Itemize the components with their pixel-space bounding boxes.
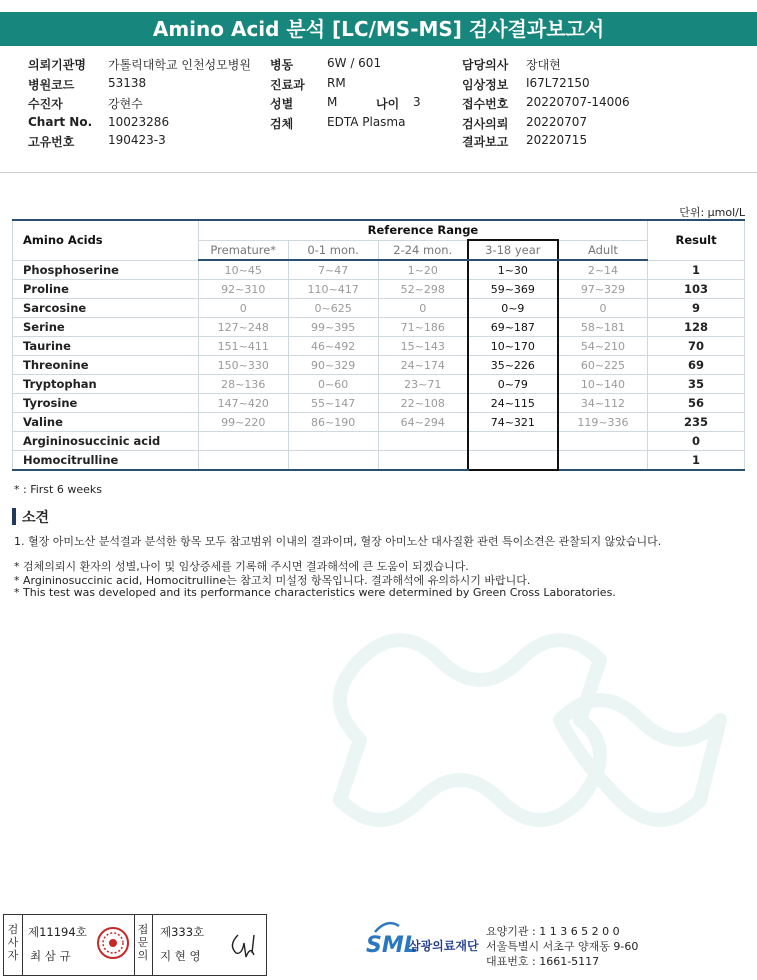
footnote: * : First 6 weeks [14,483,102,496]
info-value: 20220715 [526,133,588,147]
ref-range: 0 [198,299,288,318]
ref-range: 10~170 [468,337,558,356]
opinion-note: * Argininosuccinic acid, Homocitrulline는 참고치 미설정 항목입니다. 결과해석에 유의하시기 바랍니다. [14,574,531,587]
ref-range [378,451,468,471]
unit-label: 단위: μmol/L [679,206,745,219]
ref-range [288,432,378,451]
ref-range: 15~143 [378,337,468,356]
ref-range [468,432,558,451]
opinion-title: 소견 [22,510,50,526]
opinion-note: * This test was developed and its performance characteristics were determined by Green Cross Laboratories. [14,586,616,599]
ref-range: 0 [558,299,648,318]
ref-range: 55~147 [288,394,378,413]
info-label: 성별 [270,97,294,111]
ref-range: 2~14 [558,260,648,280]
table-row [13,394,745,413]
table-row [13,260,745,280]
info-value: 53138 [108,76,147,90]
result-value: 9 [648,299,745,318]
table-row [13,451,745,471]
info-value: EDTA Plasma [327,115,406,129]
ref-range: 86~190 [288,413,378,432]
table-row [13,318,745,337]
ref-range: 22~108 [378,394,468,413]
tester-no: 제11194호 [28,925,87,939]
ref-range: 99~395 [288,318,378,337]
ref-range: 23~71 [378,375,468,394]
table-row [13,299,745,318]
col-amino-acids: Amino Acids [13,220,199,260]
ref-range: 97~329 [558,280,648,299]
info-label: 의뢰기관명 [28,58,86,72]
ref-range [468,451,558,471]
ref-range: 35~226 [468,356,558,375]
ref-range: 99~220 [198,413,288,432]
ref-range: 71~186 [378,318,468,337]
info-value: 가톨릭대학교 인천성모병원 [108,58,251,72]
amino-acid-name: Sarcosine [13,299,199,318]
info-label: 접수번호 [462,97,509,111]
ref-range: 92~310 [198,280,288,299]
amino-acid-name: Tryptophan [13,375,199,394]
result-value: 0 [648,432,745,451]
ref-range: 54~210 [558,337,648,356]
signature-box [3,914,267,976]
amino-acid-table [12,219,745,471]
ref-range: 0 [378,299,468,318]
amino-acid-name: Valine [13,413,199,432]
report-title: Amino Acid 분석 [LC/MS-MS] 검사결과보고서 [0,12,757,46]
info-label: 고유번호 [28,135,75,149]
info-label: 검사의뢰 [462,117,509,131]
amino-acid-name: Phosphoserine [13,260,199,280]
opinion-note: * 검체의뢰시 환자의 성별,나이 및 임상증세를 기록해 주시면 결과해석에 큰 도움이 되겠습니다. [14,560,469,573]
ref-range: 24~115 [468,394,558,413]
ref-col-header: 2-24 mon. [378,240,468,260]
tester-name: 최 삼 규 [30,949,71,963]
ref-range: 110~417 [288,280,378,299]
amino-acid-name: Argininosuccinic acid [13,432,199,451]
ref-range: 151~411 [198,337,288,356]
info-value: 10023286 [108,115,170,129]
info-label: Chart No. [28,115,93,129]
watermark-cross-icon [300,600,740,880]
info-value: 20220707-14006 [526,95,630,109]
table-row [13,337,745,356]
ref-range: 59~369 [468,280,558,299]
info-value: 장대현 [526,58,561,72]
info-value: I67L72150 [526,76,590,90]
amino-acid-name: Tyrosine [13,394,199,413]
ref-range: 1~20 [378,260,468,280]
ref-range: 10~140 [558,375,648,394]
reviewer-label: 접 문 의 [137,923,149,962]
amino-acid-name: Taurine [13,337,199,356]
amino-acid-name: Homocitrulline [13,451,199,471]
info-value: RM [327,76,346,90]
col-result: Result [648,220,745,260]
ref-range: 0~9 [468,299,558,318]
table-row [13,413,745,432]
info-value: 190423-3 [108,133,166,147]
info-label: 나이 [376,97,400,111]
patient-info [0,0,757,160]
ref-range: 46~492 [288,337,378,356]
info-label: 담당의사 [462,58,509,72]
result-value: 35 [648,375,745,394]
divider [0,172,757,173]
info-label: 병동 [270,58,294,72]
ref-range: 0~625 [288,299,378,318]
info-label: 병원코드 [28,78,75,92]
amino-acid-name: Threonine [13,356,199,375]
info-value: 20220707 [526,115,588,129]
ref-range: 90~329 [288,356,378,375]
ref-range: 28~136 [198,375,288,394]
result-value: 1 [648,260,745,280]
ref-range: 58~181 [558,318,648,337]
info-value: 3 [413,95,421,109]
ref-col-header: Premature* [198,240,288,260]
reviewer-name: 지 현 영 [160,949,201,963]
ref-col-header: Adult [558,240,648,260]
ref-range: 127~248 [198,318,288,337]
ref-range [198,451,288,471]
info-value: M [327,95,338,109]
result-value: 128 [648,318,745,337]
ref-range [198,432,288,451]
ref-range: 74~321 [468,413,558,432]
seal-stamp-icon [96,926,130,960]
col-reference-range: Reference Range [198,220,647,240]
result-value: 70 [648,337,745,356]
ref-range: 60~225 [558,356,648,375]
amino-acid-name: Serine [13,318,199,337]
ref-range [558,451,648,471]
ref-range: 10~45 [198,260,288,280]
info-value: 6W / 601 [327,56,382,70]
info-value: 강현수 [108,97,143,111]
info-label: 진료과 [270,78,305,92]
ref-range [558,432,648,451]
table-row [13,375,745,394]
ref-range: 7~47 [288,260,378,280]
table-row [13,356,745,375]
ref-range: 52~298 [378,280,468,299]
ref-col-header: 3-18 year [468,240,558,260]
ref-range: 64~294 [378,413,468,432]
ref-range: 0~60 [288,375,378,394]
reviewer-no: 제333호 [160,925,205,939]
tester-label: 검 사 자 [7,923,19,962]
ref-range: 119~336 [558,413,648,432]
ref-range: 1~30 [468,260,558,280]
signature-icon [226,929,262,959]
info-label: 검체 [270,117,294,131]
result-value: 103 [648,280,745,299]
info-label: 임상정보 [462,78,509,92]
ref-range [288,451,378,471]
amino-acid-name: Proline [13,280,199,299]
ref-range [378,432,468,451]
result-value: 69 [648,356,745,375]
ref-range: 147~420 [198,394,288,413]
info-label: 수진자 [28,97,63,111]
org-address: 요양기관 : 1 1 3 6 5 2 0 0 서울특별시 서초구 양재동 9-60 대표번호 : 1661-5117 [486,925,639,968]
ref-range: 0~79 [468,375,558,394]
info-label: 결과보고 [462,135,509,149]
ref-range: 24~174 [378,356,468,375]
table-row [13,280,745,299]
table-row [13,432,745,451]
ref-range: 34~112 [558,394,648,413]
result-value: 56 [648,394,745,413]
opinion-line: 1. 혈장 아미노산 분석결과 분석한 항목 모두 참고범위 이내의 결과이며, 혈장 아미노산 대사질환 관련 특이소견은 관찰되지 않았습니다. [14,535,662,548]
result-value: 1 [648,451,745,471]
ref-col-header: 0-1 mon. [288,240,378,260]
ref-range: 69~187 [468,318,558,337]
ref-range: 150~330 [198,356,288,375]
result-value: 235 [648,413,745,432]
